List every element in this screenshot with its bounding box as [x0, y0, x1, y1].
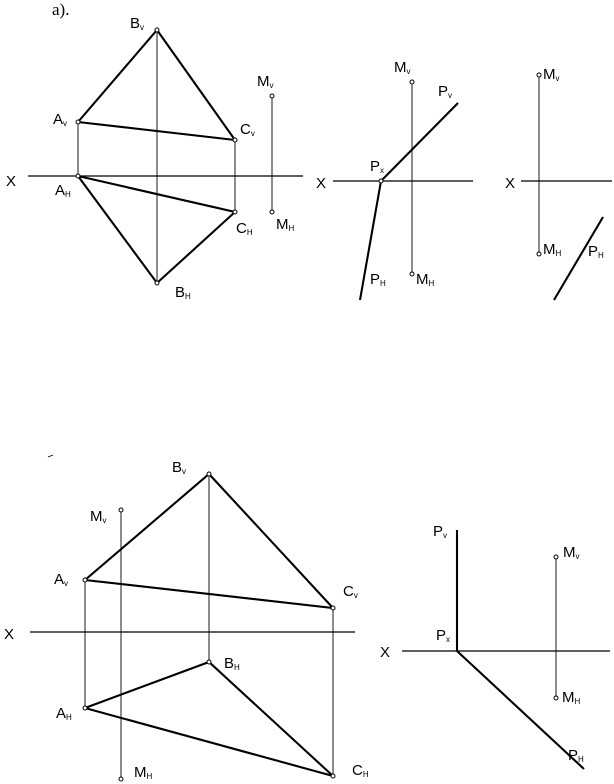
point-m-v	[537, 73, 541, 77]
label-c-v: Cv	[240, 121, 255, 138]
triangle-horizontal-projection	[85, 662, 333, 776]
point-m-v	[270, 94, 274, 98]
point-b-h	[207, 660, 211, 664]
top-drawing-triangle	[6, 15, 303, 301]
label-m-h: MH	[276, 216, 295, 233]
point-m-v	[410, 80, 414, 84]
label-p-x: Px	[370, 158, 385, 175]
label-p-v: Pv	[433, 523, 448, 540]
label-m-v: Mv	[563, 544, 580, 561]
point-b-v	[207, 472, 211, 476]
label-p-h: PH	[370, 271, 386, 288]
label-m-h: MH	[543, 241, 562, 258]
label-m-h: MH	[134, 764, 153, 781]
stray-mark	[48, 455, 53, 457]
triangle-frontal-projection	[78, 30, 235, 140]
top-drawing-plane-general	[316, 59, 473, 300]
point-c-v	[233, 138, 237, 142]
axis-x-label: X	[505, 175, 516, 192]
label-a-h: AH	[55, 182, 71, 199]
bottom-drawing-triangle	[4, 459, 369, 781]
point-c-h	[331, 774, 335, 778]
label-m-v: Mv	[394, 59, 411, 76]
label-m-h: MH	[562, 689, 581, 706]
point-m-h	[270, 210, 274, 214]
triangle-horizontal-projection	[78, 176, 235, 283]
axis-x-label: X	[380, 644, 391, 661]
point-m-v	[119, 508, 123, 512]
figure-label: а).	[52, 0, 70, 19]
label-c-h: CH	[236, 220, 253, 237]
trace-p-h	[457, 651, 584, 769]
axis-x-label: X	[6, 173, 17, 190]
label-a-h: AH	[56, 705, 72, 722]
label-a-v: Av	[54, 571, 69, 588]
point-b-h	[155, 281, 159, 285]
point-a-h	[83, 706, 87, 710]
point-a-v	[83, 578, 87, 582]
point-m-v	[554, 555, 558, 559]
bottom-drawing-plane	[380, 523, 610, 769]
top-drawing-plane-projecting	[505, 66, 612, 300]
point-a-v	[76, 120, 80, 124]
label-m-v: Mv	[543, 66, 560, 83]
point-m-h	[410, 272, 414, 276]
label-b-h: BH	[175, 284, 191, 301]
label-m-h: MH	[416, 271, 435, 288]
label-m-v: Mv	[90, 508, 107, 525]
label-m-v: Mv	[257, 73, 274, 90]
point-p-x	[379, 179, 383, 183]
label-p-v: Pv	[438, 83, 453, 100]
point-m-h	[119, 777, 123, 781]
point-b-v	[155, 28, 159, 32]
label-b-v: Bv	[172, 459, 187, 476]
point-m-h	[554, 696, 558, 700]
point-c-v	[331, 606, 335, 610]
trace-p-v	[381, 103, 458, 181]
label-a-v: Av	[53, 111, 68, 128]
label-c-h: CH	[352, 762, 369, 779]
axis-x-label: X	[4, 626, 15, 643]
label-p-h: PH	[588, 243, 604, 260]
label-b-v: Bv	[130, 15, 145, 32]
label-p-h: PH	[568, 747, 584, 764]
label-b-h: BH	[224, 655, 240, 672]
label-c-v: Cv	[343, 583, 358, 600]
point-m-h	[537, 252, 541, 256]
point-a-h	[76, 174, 80, 178]
axis-x-label: X	[316, 175, 327, 192]
point-c-h	[233, 210, 237, 214]
label-p-x: Px	[436, 627, 451, 644]
